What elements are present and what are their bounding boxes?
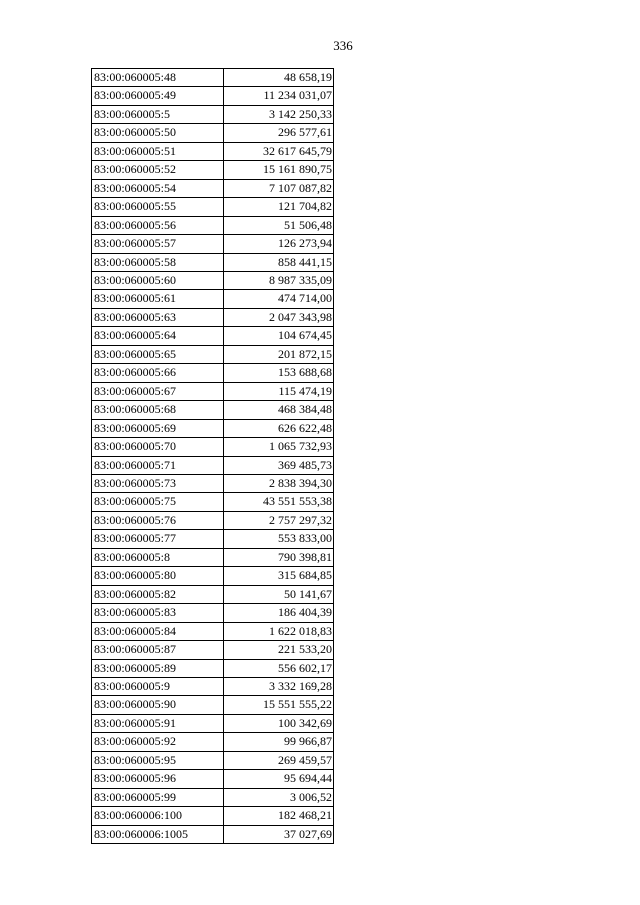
- cadastral-value-cell: 269 459,57: [224, 751, 334, 769]
- cadastral-value-cell: 474 714,00: [224, 290, 334, 308]
- cadastral-number-cell: 83:00:060005:51: [92, 142, 224, 160]
- cadastral-value-cell: 32 617 645,79: [224, 142, 334, 160]
- cadastral-value-cell: 153 688,68: [224, 364, 334, 382]
- table-row: [92, 142, 334, 160]
- table-row: [92, 179, 334, 197]
- cadastral-value-cell: 1 622 018,83: [224, 622, 334, 640]
- cadastral-value-cell: 3 142 250,33: [224, 105, 334, 123]
- table-row: [92, 124, 334, 142]
- cadastral-number-cell: 83:00:060005:80: [92, 567, 224, 585]
- cadastral-value-cell: 186 404,39: [224, 604, 334, 622]
- table-row: [92, 401, 334, 419]
- cadastral-number-cell: 83:00:060005:56: [92, 216, 224, 234]
- table-row: [92, 364, 334, 382]
- table-row: [92, 641, 334, 659]
- table-row: [92, 770, 334, 788]
- cadastral-number-cell: 83:00:060005:68: [92, 401, 224, 419]
- cadastral-value-cell: 15 161 890,75: [224, 161, 334, 179]
- table-row: [92, 548, 334, 566]
- cadastral-value-cell: 201 872,15: [224, 345, 334, 363]
- cadastral-number-cell: 83:00:060005:70: [92, 438, 224, 456]
- cadastral-number-cell: 83:00:060005:92: [92, 733, 224, 751]
- cadastral-value-cell: 315 684,85: [224, 567, 334, 585]
- cadastral-value-cell: 858 441,15: [224, 253, 334, 271]
- table-row: [92, 493, 334, 511]
- cadastral-number-cell: 83:00:060005:65: [92, 345, 224, 363]
- cadastral-number-cell: 83:00:060005:89: [92, 659, 224, 677]
- cadastral-number-cell: 83:00:060005:50: [92, 124, 224, 142]
- cadastral-number-cell: 83:00:060006:100: [92, 807, 224, 825]
- table-row: [92, 327, 334, 345]
- table-row: [92, 511, 334, 529]
- cadastral-value-cell: 369 485,73: [224, 456, 334, 474]
- table-row: [92, 161, 334, 179]
- table-row: [92, 733, 334, 751]
- cadastral-value-cell: 2 757 297,32: [224, 511, 334, 529]
- table-row: [92, 198, 334, 216]
- cadastral-number-cell: 83:00:060005:90: [92, 696, 224, 714]
- cadastral-number-cell: 83:00:060005:76: [92, 511, 224, 529]
- table-row: [92, 419, 334, 437]
- cadastral-number-cell: 83:00:060005:91: [92, 714, 224, 732]
- cadastral-value-cell: 221 533,20: [224, 641, 334, 659]
- table-row: [92, 438, 334, 456]
- table-row: [92, 216, 334, 234]
- cadastral-value-cell: 1 065 732,93: [224, 438, 334, 456]
- cadastral-value-table: [91, 68, 334, 844]
- cadastral-value-cell: 2 047 343,98: [224, 308, 334, 326]
- cadastral-value-cell: 8 987 335,09: [224, 271, 334, 289]
- cadastral-value-cell: 100 342,69: [224, 714, 334, 732]
- table-body: [92, 69, 334, 844]
- cadastral-value-cell: 50 141,67: [224, 585, 334, 603]
- cadastral-value-cell: 95 694,44: [224, 770, 334, 788]
- cadastral-number-cell: 83:00:060005:84: [92, 622, 224, 640]
- cadastral-number-cell: 83:00:060005:73: [92, 474, 224, 492]
- table-row: [92, 290, 334, 308]
- cadastral-value-cell: 3 332 169,28: [224, 677, 334, 695]
- cadastral-value-cell: 48 658,19: [224, 69, 334, 87]
- cadastral-value-cell: 99 966,87: [224, 733, 334, 751]
- table-row: [92, 659, 334, 677]
- cadastral-number-cell: 83:00:060005:48: [92, 69, 224, 87]
- cadastral-number-cell: 83:00:060005:77: [92, 530, 224, 548]
- cadastral-value-cell: 468 384,48: [224, 401, 334, 419]
- cadastral-value-cell: 115 474,19: [224, 382, 334, 400]
- cadastral-number-cell: 83:00:060005:71: [92, 456, 224, 474]
- cadastral-value-cell: 15 551 555,22: [224, 696, 334, 714]
- cadastral-value-cell: 37 027,69: [224, 825, 334, 843]
- cadastral-value-cell: 626 622,48: [224, 419, 334, 437]
- cadastral-number-cell: 83:00:060005:75: [92, 493, 224, 511]
- cadastral-number-cell: 83:00:060005:5: [92, 105, 224, 123]
- cadastral-number-cell: 83:00:060005:60: [92, 271, 224, 289]
- cadastral-value-cell: 3 006,52: [224, 788, 334, 806]
- cadastral-number-cell: 83:00:060005:87: [92, 641, 224, 659]
- table-row: [92, 751, 334, 769]
- cadastral-number-cell: 83:00:060005:63: [92, 308, 224, 326]
- table-row: [92, 87, 334, 105]
- table-row: [92, 604, 334, 622]
- table-row: [92, 69, 334, 87]
- table-row: [92, 308, 334, 326]
- cadastral-number-cell: 83:00:060005:8: [92, 548, 224, 566]
- cadastral-value-cell: 790 398,81: [224, 548, 334, 566]
- cadastral-number-cell: 83:00:060006:1005: [92, 825, 224, 843]
- cadastral-number-cell: 83:00:060005:69: [92, 419, 224, 437]
- cadastral-number-cell: 83:00:060005:58: [92, 253, 224, 271]
- cadastral-number-cell: 83:00:060005:64: [92, 327, 224, 345]
- cadastral-number-cell: 83:00:060005:67: [92, 382, 224, 400]
- table-row: [92, 530, 334, 548]
- table-row: [92, 677, 334, 695]
- table-row: [92, 788, 334, 806]
- cadastral-value-cell: 7 107 087,82: [224, 179, 334, 197]
- table-row: [92, 382, 334, 400]
- cadastral-value-cell: 296 577,61: [224, 124, 334, 142]
- cadastral-value-cell: 2 838 394,30: [224, 474, 334, 492]
- cadastral-number-cell: 83:00:060005:57: [92, 235, 224, 253]
- cadastral-value-cell: 126 273,94: [224, 235, 334, 253]
- table-row: [92, 585, 334, 603]
- cadastral-number-cell: 83:00:060005:9: [92, 677, 224, 695]
- cadastral-number-cell: 83:00:060005:55: [92, 198, 224, 216]
- table-row: [92, 567, 334, 585]
- cadastral-value-cell: 43 551 553,38: [224, 493, 334, 511]
- cadastral-number-cell: 83:00:060005:54: [92, 179, 224, 197]
- cadastral-value-cell: 104 674,45: [224, 327, 334, 345]
- table-row: [92, 105, 334, 123]
- cadastral-number-cell: 83:00:060005:61: [92, 290, 224, 308]
- page-number: 336: [333, 38, 353, 53]
- cadastral-number-cell: 83:00:060005:95: [92, 751, 224, 769]
- table-row: [92, 345, 334, 363]
- table-row: [92, 456, 334, 474]
- table-row: [92, 235, 334, 253]
- cadastral-value-cell: 553 833,00: [224, 530, 334, 548]
- table-row: [92, 271, 334, 289]
- cadastral-value-cell: 51 506,48: [224, 216, 334, 234]
- table-row: [92, 807, 334, 825]
- cadastral-value-cell: 121 704,82: [224, 198, 334, 216]
- cadastral-number-cell: 83:00:060005:83: [92, 604, 224, 622]
- table-row: [92, 825, 334, 843]
- cadastral-number-cell: 83:00:060005:99: [92, 788, 224, 806]
- table-row: [92, 622, 334, 640]
- table-row: [92, 474, 334, 492]
- table-row: [92, 714, 334, 732]
- cadastral-number-cell: 83:00:060005:82: [92, 585, 224, 603]
- table-row: [92, 696, 334, 714]
- cadastral-value-cell: 11 234 031,07: [224, 87, 334, 105]
- cadastral-number-cell: 83:00:060005:52: [92, 161, 224, 179]
- cadastral-value-cell: 556 602,17: [224, 659, 334, 677]
- cadastral-value-cell: 182 468,21: [224, 807, 334, 825]
- cadastral-number-cell: 83:00:060005:96: [92, 770, 224, 788]
- cadastral-number-cell: 83:00:060005:49: [92, 87, 224, 105]
- table-row: [92, 253, 334, 271]
- cadastral-number-cell: 83:00:060005:66: [92, 364, 224, 382]
